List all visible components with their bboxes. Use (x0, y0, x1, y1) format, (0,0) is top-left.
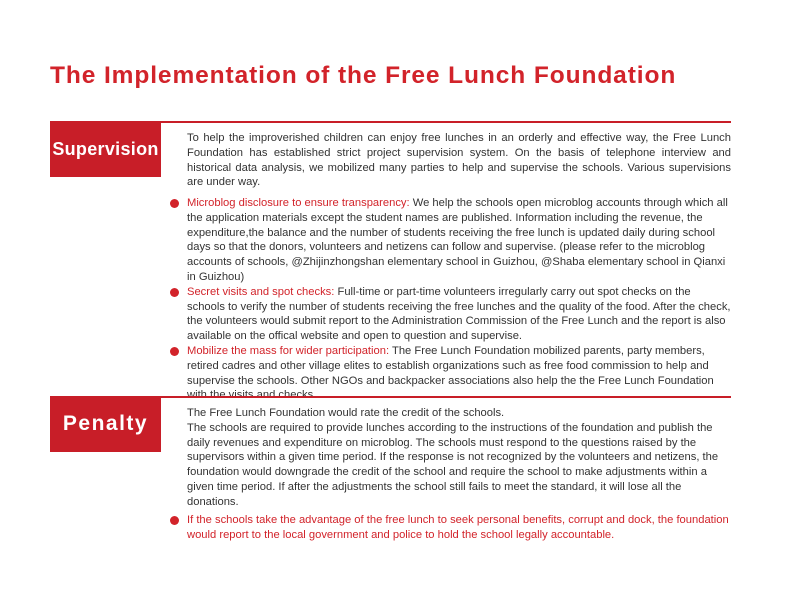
penalty-line-2: The schools are required to provide lunches according to the instructions of the foundation and publish the daily revenues and expenditure on microblog. The schools must respond to the questions raised by the supervisors within a given time period. If the response is not recognized by the volunteers and netizens, the foundation would downgrade the credit of the school and require the school to make adjustments within a given time period. If after the adjustments the school still fails to meet the standard, it will lose all the donations. (187, 421, 719, 508)
bullet-lead: Mobilize the mass for wider participation: (187, 344, 390, 357)
supervision-bullet-list (187, 196, 731, 403)
list-item (187, 196, 731, 285)
penalty-intro (187, 406, 731, 510)
supervision-label: Supervision (50, 121, 161, 177)
penalty-bullet-list (187, 513, 731, 543)
list-item (187, 513, 731, 543)
bullet-lead: Microblog disclosure to ensure transparency: (187, 197, 410, 209)
bullet-dot-icon (170, 516, 179, 525)
bullet-lead: Secret visits and spot checks: (187, 285, 335, 298)
bullet-text: The Free Lunch Foundation mobilized parents, party members, retired cadres and other village elites to establish organizations such as free food commission to help and supervise the schools. Other NGOs and backpacker associations also help the the Free Lunch Foundation (187, 344, 714, 387)
bullet-dot-icon (170, 199, 179, 208)
penalty-divider (160, 396, 731, 398)
bullet-text: We help the schools open microblog accounts through which all the application materials except the student names are published. Information including the revenue, the expenditure,the balance and the number of students receiving the free lunch is updated daily during school days so that the donors, volunteers and netizens can follow and supervise. (please refer to the microblog accounts of schools, @Zhijinzhongshan elementary school in Guizhou, @Shaba elementary school in Qianxi in Guizhou) (187, 197, 728, 283)
bullet-text: Full-time or part-time volunteers irregularly carry out spot checks on the schools to verify the number of students receiving the free lunches and the quality of the food. After the check, the volunteers would submit report to the Administration Commission of the Free Lunch and the report is also available on the offical website and open to question and supervise. (187, 285, 731, 343)
page-title: The Implementation of the Free Lunch Foundation (50, 62, 677, 89)
penalty-bullet-text: If the schools take the advantage of the free lunch to seek personal benefits, corrupt and dock, the foundation would report to the local government and police to hold the school legally accountable. (187, 514, 729, 541)
list-item (187, 344, 731, 403)
supervision-divider (160, 121, 731, 123)
list-item (187, 285, 731, 344)
penalty-line-1: The Free Lunch Foundation would rate the credit of the schools. (187, 407, 505, 419)
penalty-label: Penalty (50, 396, 161, 452)
supervision-intro: To help the improverished children can enjoy free lunches in an orderly and effective way, the Free Lunch Foundation has established strict project supervision system. On the basis of telephone interview and historical data analysis, we mobilized many parties to help and supervise the schools. Various supervisions are under way. (187, 132, 731, 189)
bullet-dot-icon (170, 288, 179, 297)
bullet-dot-icon (170, 347, 179, 356)
